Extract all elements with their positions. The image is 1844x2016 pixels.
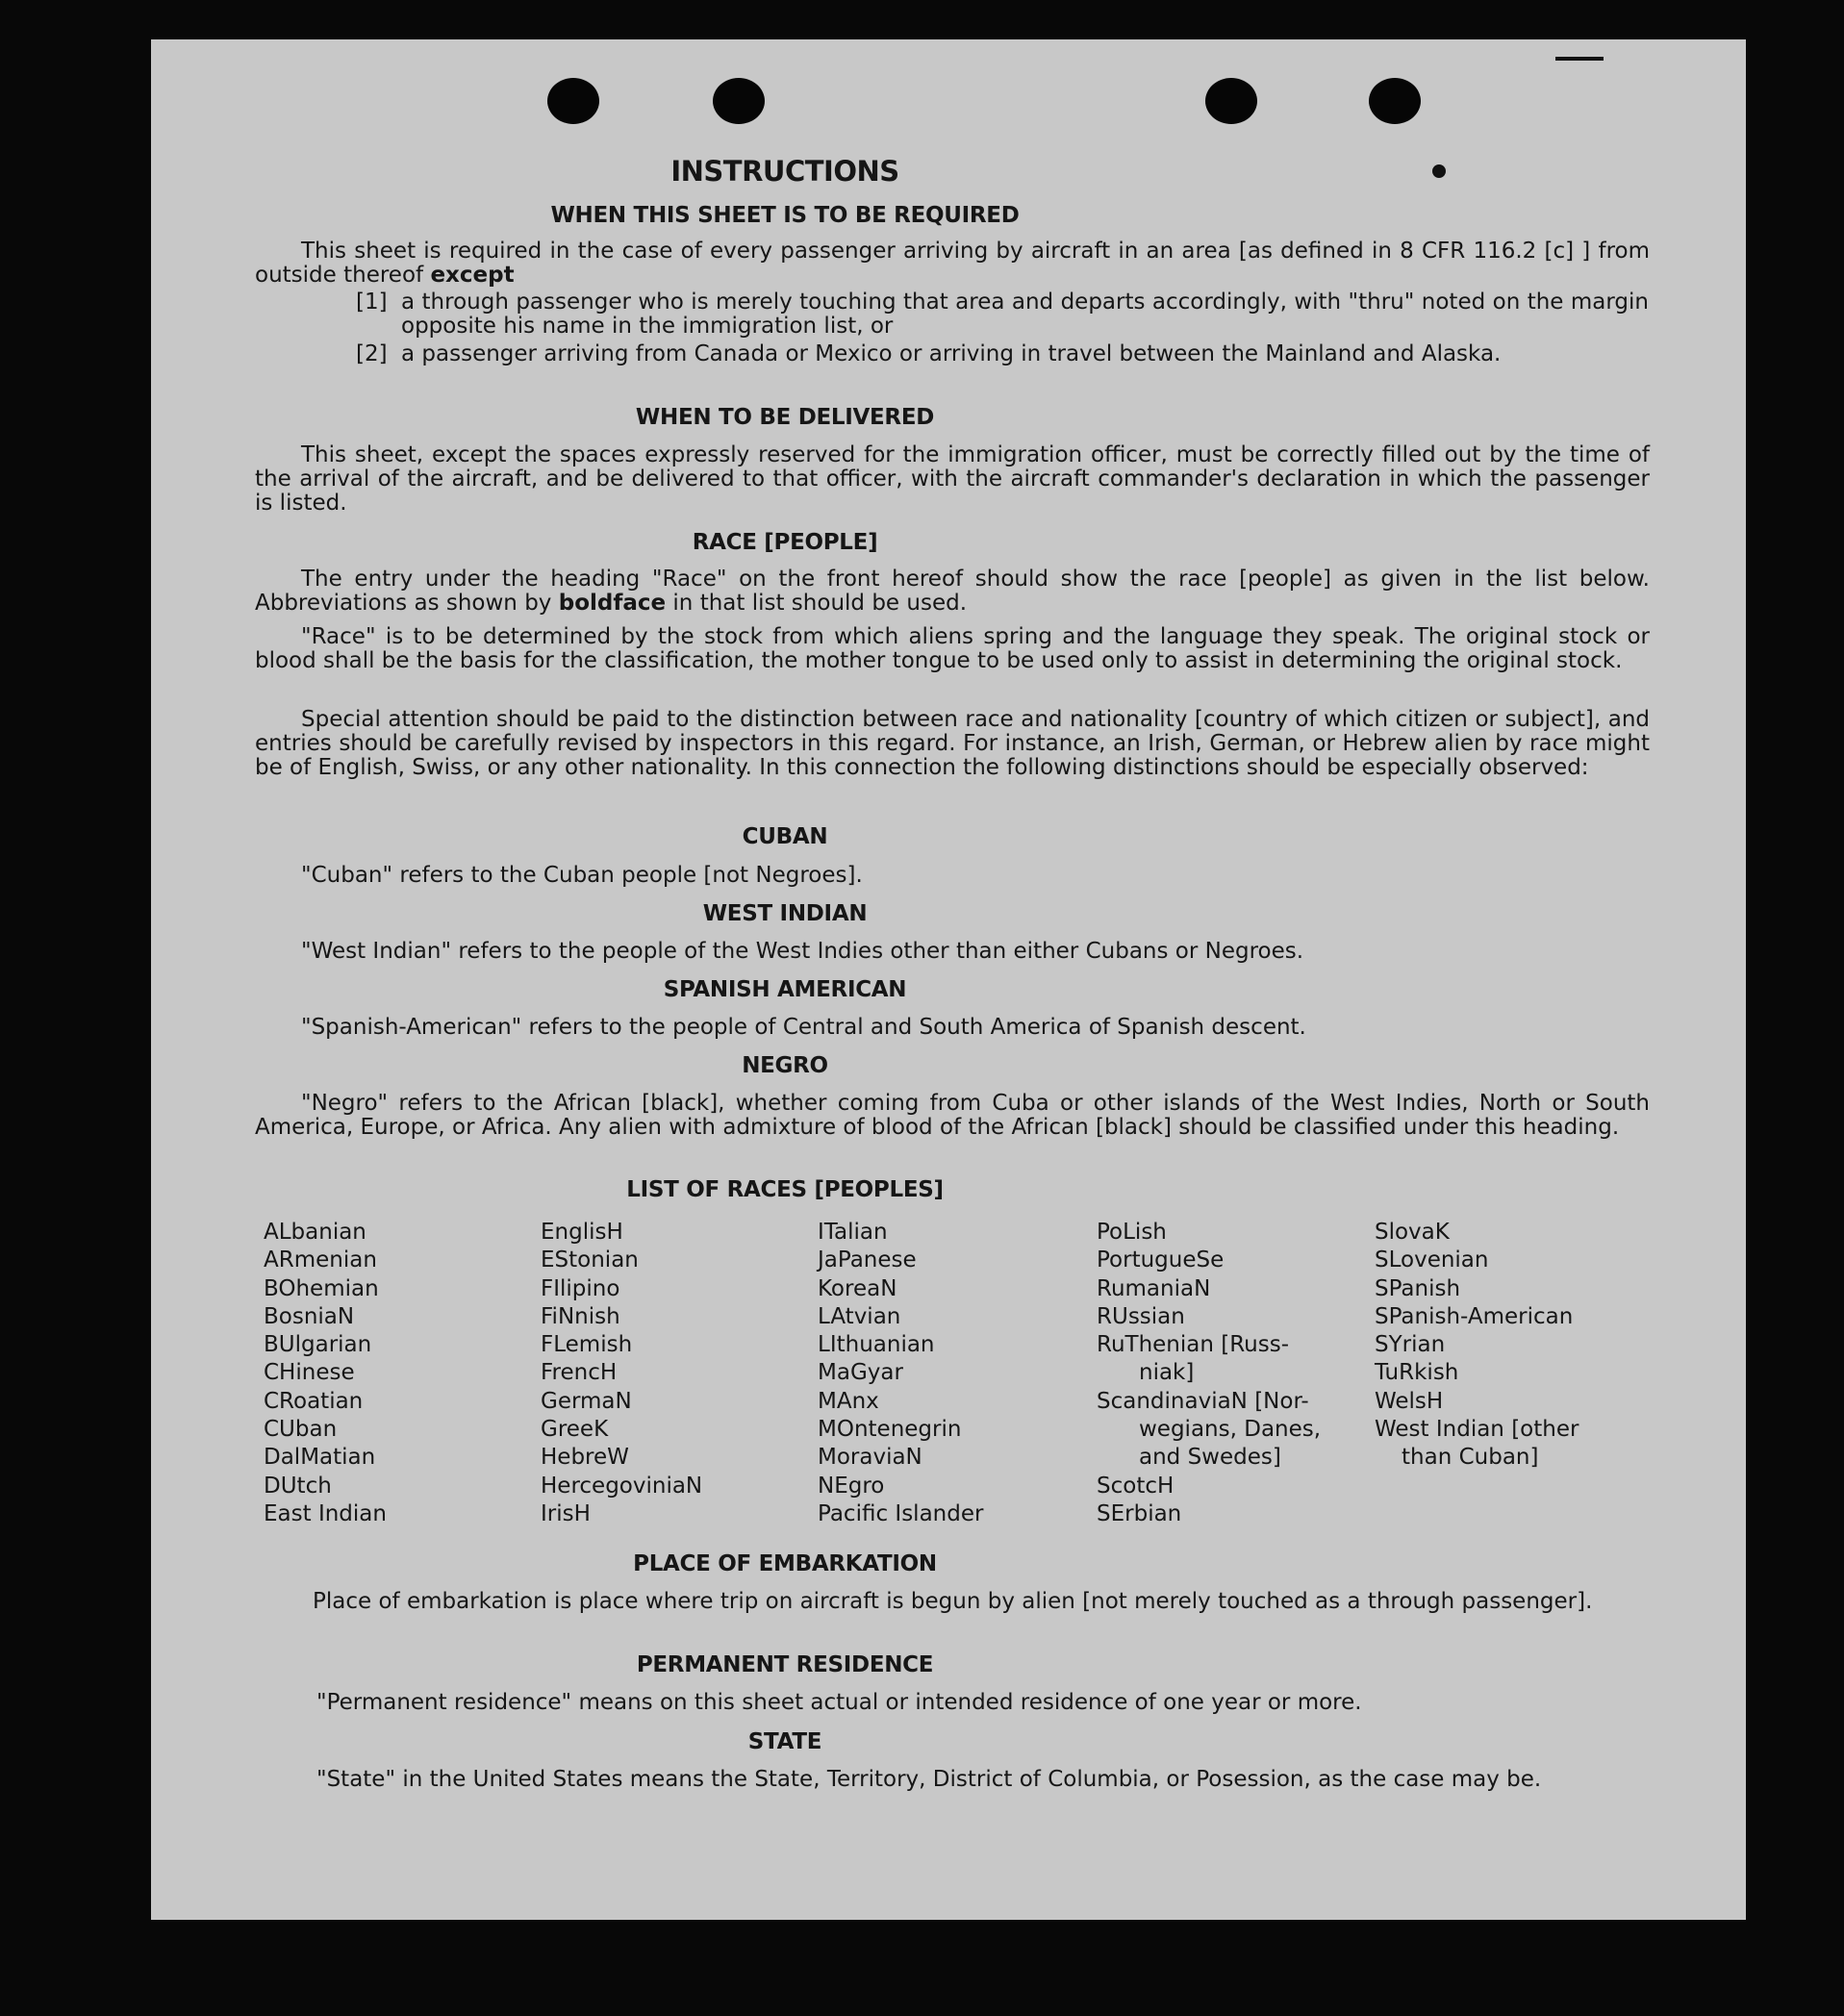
race-name: SYrian (1375, 1332, 1446, 1358)
section-text: Place of embarkation is place where trip on aircraft is begun by alien [not merely touched as a through passenger]. (313, 1589, 1593, 1614)
race-column (818, 1219, 983, 1528)
punch-hole (547, 78, 599, 124)
race-name: Pacific Islander (818, 1500, 984, 1526)
section-title: WEST INDIAN (702, 901, 868, 926)
race-column (541, 1219, 702, 1528)
race-name: HebreW (541, 1445, 629, 1471)
section-title: SPANISH AMERICAN (663, 977, 907, 1002)
race-name: DalMatian (264, 1445, 376, 1471)
race-name: ALbanian (264, 1220, 366, 1245)
race-name: MOntenegrin (818, 1417, 962, 1443)
race-name: MoraviaN (818, 1445, 922, 1471)
section-text: "Negro" refers to the African [black], whether coming from Cuba or other islands of the West Indies, North or South America, Europe, or Africa. Any alien with admixture of blood of the African [black] should be classified under this heading. (255, 1091, 1650, 1140)
section-text: "Race" is to be determined by the stock from which aliens spring and the language they speak. The original stock or blood shall be the basis for the classification, the mother tongue to be used only to assist in determining the original stock. (255, 624, 1650, 673)
race-name: PoLish (1097, 1220, 1167, 1245)
section-title: LIST OF RACES [PEOPLES] (626, 1177, 944, 1202)
section-title: WHEN TO BE DELIVERED (635, 405, 935, 430)
race-name: and Swedes] (1139, 1445, 1281, 1471)
race-name: BosniaN (264, 1303, 355, 1329)
section-text: "West Indian" refers to the people of the West Indies other than either Cubans or Negroes. (301, 939, 1304, 964)
race-name: JaPanese (818, 1247, 917, 1273)
bold-text: except (430, 263, 515, 288)
race-name: BOhemian (264, 1275, 379, 1301)
section-title: PLACE OF EMBARKATION (633, 1551, 937, 1576)
race-name: WelsH (1375, 1388, 1444, 1414)
race-name: IrisH (541, 1500, 591, 1526)
race-name: ITalian (818, 1220, 888, 1245)
race-name: SlovaK (1375, 1220, 1450, 1245)
race-name: CUban (264, 1417, 338, 1443)
race-name: than Cuban] (1402, 1445, 1539, 1471)
race-name: PortugueSe (1097, 1247, 1225, 1273)
section-text: "Cuban" refers to the Cuban people [not Negroes]. (301, 863, 863, 888)
race-name: EStonian (541, 1247, 639, 1273)
race-name: East Indian (264, 1500, 387, 1526)
race-name: SErbian (1097, 1500, 1182, 1526)
race-name: BUlgarian (264, 1332, 372, 1358)
race-name: LAtvian (818, 1303, 901, 1329)
section-title: STATE (747, 1729, 822, 1754)
race-name: CHinese (264, 1360, 355, 1386)
race-column (1375, 1219, 1579, 1473)
race-name: wegians, Danes, (1139, 1417, 1322, 1443)
race-name: KoreaN (818, 1275, 897, 1301)
punch-hole (1369, 78, 1421, 124)
section-title: PERMANENT RESIDENCE (636, 1652, 934, 1677)
bold-text: boldface (558, 591, 667, 616)
section-text: This sheet, except the spaces expressly reserved for the immigration officer, must be correctly filled out by the time of the arrival of the aircraft, and be delivered to that officer, with the aircraft commander's declaration in which the passenger is listed. (255, 442, 1650, 516)
race-name: RUssian (1097, 1303, 1185, 1329)
section-title: RACE [PEOPLE] (692, 530, 878, 555)
section-text: "Spanish-American" refers to the people of Central and South America of Spanish descent. (301, 1015, 1306, 1040)
race-name: NEgro (818, 1473, 885, 1499)
race-name: ARmenian (264, 1247, 377, 1273)
text-span: This sheet is required in the case of every passenger arriving by aircraft in an area [as defined in 8 CFR 116.2 [c] ] from outside thereof (255, 239, 1650, 288)
race-name: DUtch (264, 1473, 332, 1499)
section-title: NEGRO (742, 1053, 828, 1078)
list-item: a through passenger who is merely touching that area and departs accordingly, with "thru" noted on the margin opposite his name in the immigration list, or (401, 290, 1649, 339)
document-sheet (151, 39, 1746, 1920)
punch-hole (1205, 78, 1257, 124)
list-item: a passenger arriving from Canada or Mexico or arriving in travel between the Mainland and Alaska. (401, 341, 1502, 366)
race-name: HercegoviniaN (541, 1473, 703, 1499)
section-text (255, 567, 1650, 616)
race-column (1097, 1219, 1321, 1528)
race-name: niak] (1139, 1360, 1195, 1386)
list-item-number: [1] (356, 290, 388, 315)
race-name: FrencH (541, 1360, 618, 1386)
section-text (255, 239, 1650, 288)
race-name: CRoatian (264, 1388, 364, 1414)
race-name: GermaN (541, 1388, 632, 1414)
race-name: MAnx (818, 1388, 879, 1414)
race-name: FIlipino (541, 1275, 620, 1301)
list-item-number: [2] (356, 341, 388, 366)
race-name: ScotcH (1097, 1473, 1175, 1499)
race-name: MaGyar (818, 1360, 903, 1386)
race-name: FLemish (541, 1332, 633, 1358)
section-text: Special attention should be paid to the distinction between race and nationality [country of which citizen or subject], and entries should be carefully revised by inspectors in this regard. For instance, an Irish, German, or Hebrew alien by race might be of English, Swiss, or any other nationality. In this connection the following distinctions should be especially observed: (255, 707, 1650, 780)
race-name: FiNnish (541, 1303, 620, 1329)
race-name: RumaniaN (1097, 1275, 1211, 1301)
race-name: EnglisH (541, 1220, 623, 1245)
ink-mark (1555, 57, 1604, 61)
race-name: ScandinaviaN [Nor- (1097, 1388, 1309, 1414)
section-text: "State" in the United States means the State, Territory, District of Columbia, or Posession, as the case may be. (316, 1767, 1542, 1792)
section-text: "Permanent residence" means on this sheet actual or intended residence of one year or more. (316, 1690, 1362, 1715)
race-name: GreeK (541, 1417, 609, 1443)
race-column (264, 1219, 387, 1528)
section-title: CUBAN (742, 824, 828, 849)
text-span: The entry under the heading "Race" on the front hereof should show the race [people] as given in the list below. Abbreviations as shown by (255, 567, 1650, 616)
race-name: West Indian [other (1375, 1417, 1579, 1443)
race-name: LIthuanian (818, 1332, 935, 1358)
section-title: WHEN THIS SHEET IS TO BE REQUIRED (550, 203, 1020, 228)
page-title: INSTRUCTIONS (670, 155, 899, 188)
race-name: RuThenian [Russ- (1097, 1332, 1290, 1358)
race-name: SLovenian (1375, 1247, 1489, 1273)
punch-hole (713, 78, 765, 124)
race-name: SPanish-American (1375, 1303, 1574, 1329)
race-name: SPanish (1375, 1275, 1461, 1301)
race-name: TuRkish (1375, 1360, 1459, 1386)
text-span: in that list should be used. (672, 591, 968, 616)
